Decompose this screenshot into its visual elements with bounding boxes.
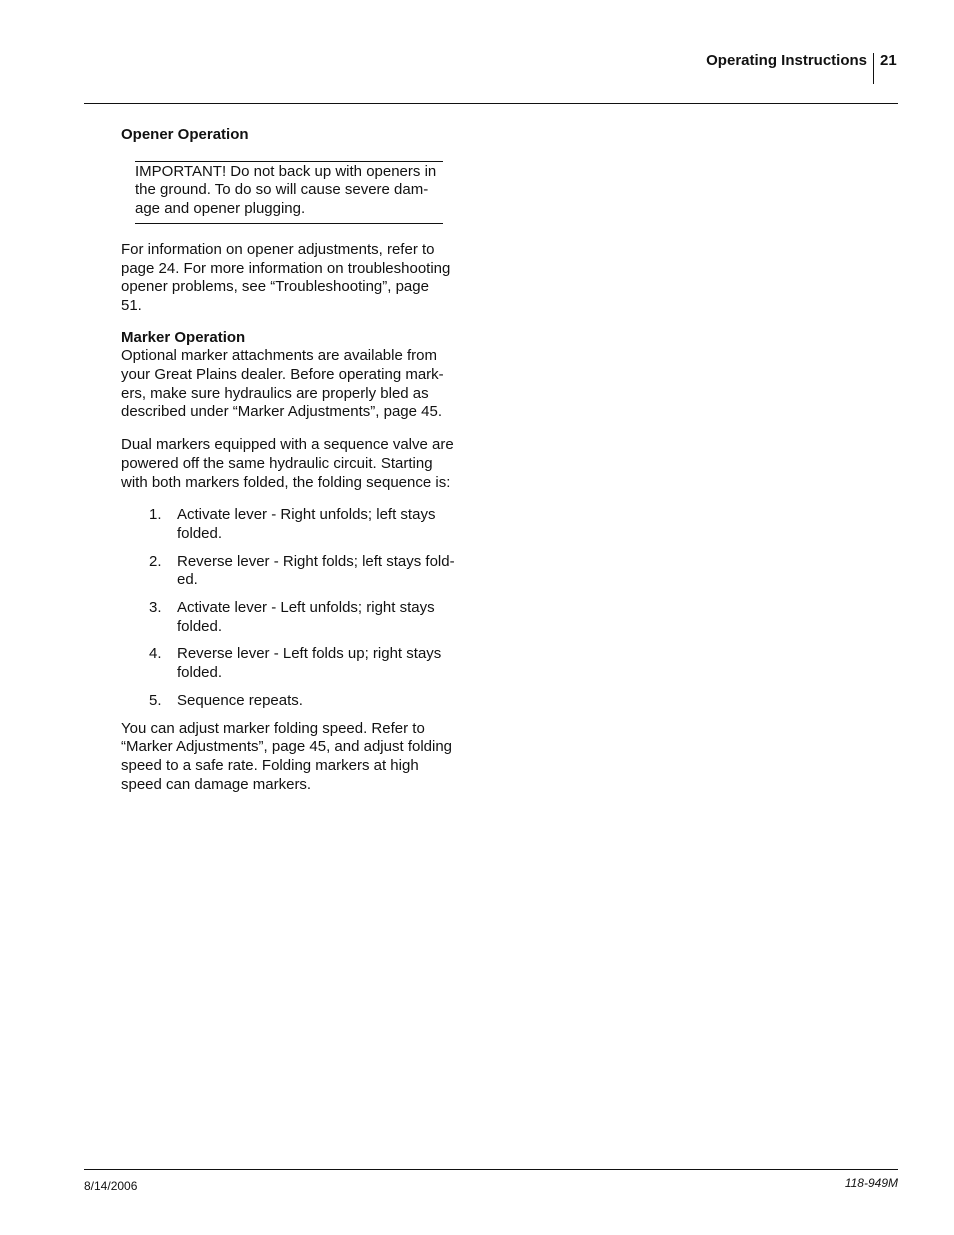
main-content	[121, 126, 466, 794]
page-number: 21	[880, 52, 897, 69]
important-line: IMPORTANT! Do not back up with openers in	[135, 162, 437, 180]
paragraph-line: page 24. For more information on troubleshooting	[121, 259, 451, 277]
step-text: folded.	[177, 524, 223, 542]
opener-info-paragraph	[121, 241, 466, 316]
step-number: 2.	[149, 552, 162, 570]
step-text: Reverse lever - Left folds up; right stays	[177, 645, 442, 663]
important-notice	[135, 161, 443, 224]
paragraph-line: ers, make sure hydraulics are properly bled as	[121, 384, 429, 402]
paragraph-line: opener problems, see “Troubleshooting”, page	[121, 278, 429, 296]
document-code: 118-949M	[844, 1176, 898, 1190]
step-text: ed.	[177, 571, 198, 589]
important-line: age and opener plugging.	[135, 200, 306, 218]
paragraph-line: Optional marker attachments are available from	[121, 347, 437, 365]
paragraph-line: with both markers folded, the folding sequence is:	[121, 473, 451, 491]
folding-speed-paragraph	[121, 720, 466, 795]
paragraph-line: 51.	[121, 296, 142, 314]
list-item	[121, 553, 466, 590]
step-text: folded.	[177, 664, 223, 682]
step-number: 5.	[149, 691, 162, 709]
header-divider	[873, 53, 874, 84]
folding-sequence-list	[121, 506, 466, 710]
paragraph-line: described under “Marker Adjustments”, page 45.	[121, 403, 442, 421]
paragraph-line: speed can damage markers.	[121, 775, 312, 793]
list-item	[121, 692, 466, 711]
marker-intro-paragraph	[121, 347, 466, 422]
header-section-title: Operating Instructions	[706, 52, 867, 69]
important-line: the ground. To do so will cause severe dam-	[135, 181, 429, 199]
step-text: folded.	[177, 617, 223, 635]
paragraph-line: Dual markers equipped with a sequence valve are	[121, 436, 454, 454]
paragraph-line: You can adjust marker folding speed. Refer to	[121, 719, 425, 737]
step-text: Sequence repeats.	[177, 691, 303, 709]
paragraph-line: For information on opener adjustments, refer to	[121, 240, 435, 258]
marker-operation-heading: Marker Operation	[121, 328, 246, 346]
list-item	[121, 506, 466, 543]
step-number: 4.	[149, 645, 162, 663]
list-item	[121, 599, 466, 636]
step-number: 1.	[149, 506, 162, 524]
paragraph-line: speed to a safe rate. Folding markers at high	[121, 756, 419, 774]
paragraph-line: your Great Plains dealer. Before operating mark-	[121, 366, 444, 384]
step-text: Activate lever - Right unfolds; left stays	[177, 506, 436, 524]
paragraph-line: “Marker Adjustments”, page 45, and adjust folding	[121, 738, 453, 756]
step-text: Activate lever - Left unfolds; right stays	[177, 599, 435, 617]
footer-date: 8/14/2006	[84, 1179, 138, 1193]
step-number: 3.	[149, 599, 162, 617]
header-rule	[84, 103, 898, 104]
footer-rule	[84, 1169, 898, 1170]
dual-markers-paragraph	[121, 436, 466, 492]
paragraph-line: powered off the same hydraulic circuit. Starting	[121, 454, 433, 472]
opener-operation-heading: Opener Operation	[121, 126, 249, 143]
list-item	[121, 645, 466, 682]
step-text: Reverse lever - Right folds; left stays fold-	[177, 552, 455, 570]
